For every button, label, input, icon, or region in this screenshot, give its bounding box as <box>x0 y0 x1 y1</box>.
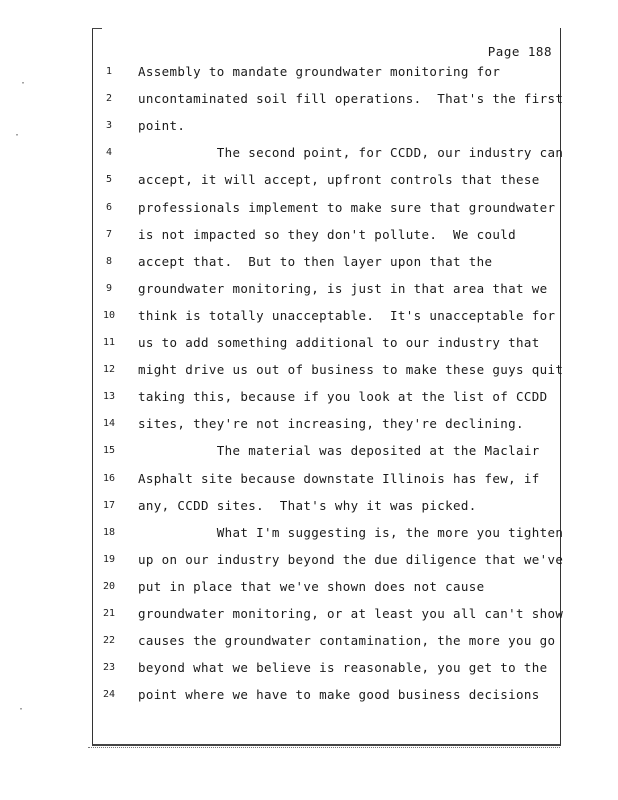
transcript-line: groundwater monitoring, is just in that area that we <box>138 281 548 296</box>
transcript-line: groundwater monitoring, or at least you all can't show <box>138 606 564 621</box>
transcript-line: professionals implement to make sure that groundwater <box>138 200 556 215</box>
line-number: 2 <box>105 93 113 104</box>
transcript-line: beyond what we believe is reasonable, you get to the <box>138 660 548 675</box>
line-number: 5 <box>105 174 113 185</box>
line-number: 7 <box>105 229 113 240</box>
transcript-line: The second point, for CCDD, our industry can <box>138 145 564 160</box>
transcript-line: What I'm suggesting is, the more you tighten <box>138 525 564 540</box>
line-number: 4 <box>105 147 113 158</box>
transcript-line: us to add something additional to our industry that <box>138 335 540 350</box>
transcript-line: put in place that we've shown does not cause <box>138 579 485 594</box>
line-number: 17 <box>102 500 116 511</box>
transcript-line: accept that. But to then layer upon that the <box>138 254 493 269</box>
line-number: 1 <box>105 66 113 77</box>
transcript-line: Asphalt site because downstate Illinois has few, if <box>138 471 540 486</box>
transcript-line: causes the groundwater contamination, the more you go <box>138 633 556 648</box>
transcript-line: uncontaminated soil fill operations. That's the first <box>138 91 564 106</box>
line-number: 12 <box>102 364 116 375</box>
page-number: Page 188 <box>487 44 552 59</box>
line-number: 19 <box>102 554 116 565</box>
line-number: 14 <box>102 418 116 429</box>
transcript-line: point. <box>138 118 186 133</box>
line-number: 10 <box>102 310 116 321</box>
line-number: 13 <box>102 391 116 402</box>
line-number: 23 <box>102 662 116 673</box>
line-number: 8 <box>105 256 113 267</box>
scan-speck: · <box>20 78 27 89</box>
transcript-line: accept, it will accept, upfront controls that these <box>138 172 540 187</box>
scan-speck: · <box>18 704 25 715</box>
line-number: 11 <box>102 337 116 348</box>
line-number: 20 <box>102 581 116 592</box>
scan-speck: · <box>14 130 21 141</box>
transcript-line: The material was deposited at the Maclair <box>138 443 540 458</box>
transcript-line: sites, they're not increasing, they're declining. <box>138 416 524 431</box>
line-number: 24 <box>102 689 116 700</box>
line-number: 9 <box>105 283 113 294</box>
transcript-line: point where we have to make good business decisions <box>138 687 540 702</box>
transcript-line: up on our industry beyond the due diligence that we've <box>138 552 564 567</box>
line-number: 15 <box>102 445 116 456</box>
frame-top-tick <box>92 28 102 29</box>
transcript-line: taking this, because if you look at the list of CCDD <box>138 389 548 404</box>
transcript-line: is not impacted so they don't pollute. We could <box>138 227 517 242</box>
line-number: 22 <box>102 635 116 646</box>
line-number: 16 <box>102 473 116 484</box>
line-number: 21 <box>102 608 116 619</box>
transcript-line: Assembly to mandate groundwater monitoring for <box>138 64 501 79</box>
transcript-line: think is totally unacceptable. It's unacceptable for <box>138 308 556 323</box>
bottom-rule <box>88 747 560 748</box>
transcript-line: any, CCDD sites. That's why it was picked. <box>138 498 477 513</box>
line-number: 3 <box>105 120 113 131</box>
line-number: 6 <box>105 202 113 213</box>
line-number: 18 <box>102 527 116 538</box>
transcript-line: might drive us out of business to make these guys quit <box>138 362 564 377</box>
